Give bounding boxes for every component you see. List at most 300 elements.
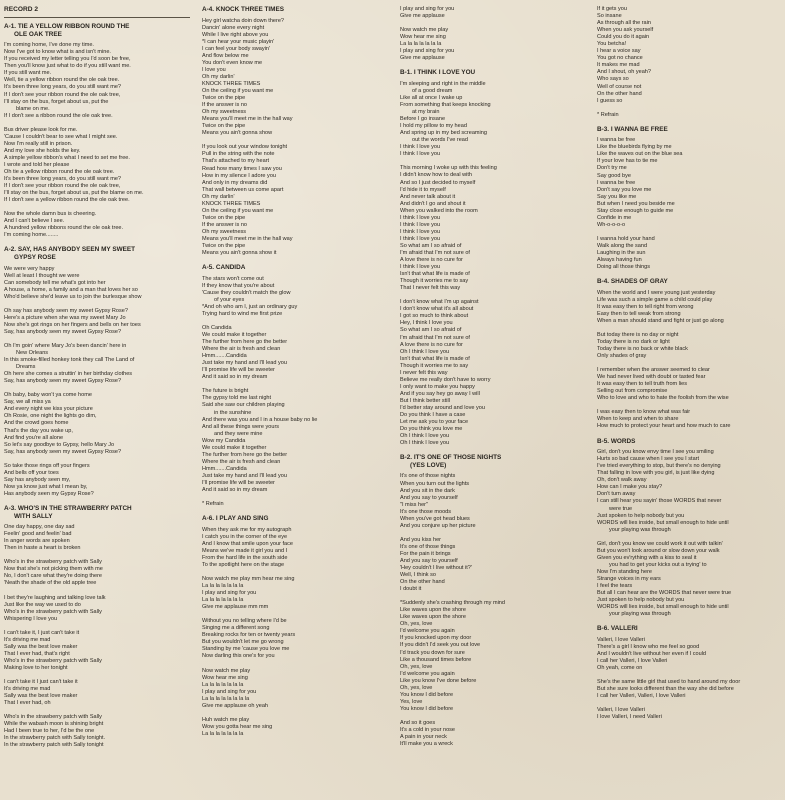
lyric-line: I catch you in the corner of the eye xyxy=(202,533,288,540)
lyric-line: If I don't see your ribbon round the ole oak tree, xyxy=(4,183,121,190)
lyric-line: Wow hear me sing xyxy=(202,674,248,681)
lyric-stanza xyxy=(400,81,586,159)
lyric-line: If you still want me. xyxy=(4,70,52,77)
lyric-line: We could make it together xyxy=(202,332,267,339)
lyric-line: I remember when the answer seemed to clear xyxy=(597,367,710,374)
lyric-line: Today there is no back or white black xyxy=(597,346,688,353)
lyric-line: Oh Candida xyxy=(202,325,232,332)
lyric-line: When you ask yourself xyxy=(597,27,654,34)
lyric-line: If the answer is no xyxy=(202,221,248,228)
song-title-line: (YES LOVE) xyxy=(410,461,447,469)
lyric-line: Oh I think I love you xyxy=(400,440,450,447)
lyric-line: I bet they're laughing and talking love talk xyxy=(4,594,106,601)
lyric-line: I call her Valleri, I love Valleri xyxy=(597,657,668,664)
lyric-line: Oh, yes, love xyxy=(400,663,433,670)
lyric-line: * Refrain xyxy=(202,501,224,508)
lyric-line: Huh watch me play xyxy=(202,716,250,723)
lyric-line: Pull in the string with the note xyxy=(202,151,275,158)
lyric-line: I guess so xyxy=(597,97,623,104)
lyric-line: So insane xyxy=(597,13,622,20)
lyric-line: Now ya know just what I mean by, xyxy=(4,483,88,490)
lyric-stanza xyxy=(4,595,190,623)
song-title-line: WITH SALLY xyxy=(14,512,53,520)
lyric-line: And you sit in the dark xyxy=(400,487,455,494)
lyric-line: You know I did before xyxy=(400,691,454,698)
lyric-line: 'Cause they couldn't match the glow xyxy=(202,289,291,296)
lyric-line: WORDS will lies inside, but small enough to hide until xyxy=(597,519,729,526)
lyric-line: When a man should stand and fight or just go along xyxy=(597,317,724,324)
lyric-line: Give me applause xyxy=(400,55,445,62)
lyric-stanza xyxy=(202,18,388,138)
song-title-line: A-2. SAY, HAS ANYBODY SEEN MY SWEET xyxy=(4,246,136,254)
lyric-line: Oh say has anybody seen my sweet Gypsy Rose? xyxy=(4,307,128,314)
lyric-line: "I miss her" xyxy=(400,501,428,508)
lyric-stanza xyxy=(400,27,586,62)
song-title-line: A-4. KNOCK THREE TIMES xyxy=(202,6,285,13)
lyric-line: Say you like me xyxy=(597,193,637,200)
lyric-line: Like waves upon the shore xyxy=(400,614,466,621)
lyric-line: A pain in your neck xyxy=(400,734,447,741)
lyric-line: I love Valleri, I need Valleri xyxy=(597,714,662,721)
lyric-line: Now darling this one's for you xyxy=(202,653,275,660)
lyric-line: Now the whole damn bus is cheering. xyxy=(4,211,97,218)
lyric-stanza xyxy=(400,299,586,447)
lyric-line: How can I make you stay? xyxy=(597,484,663,491)
song-block xyxy=(4,23,190,239)
lyric-line: Only shades of gray xyxy=(597,353,647,360)
lyric-line: in the sunshine xyxy=(214,409,252,416)
lyric-line: I think I love you xyxy=(400,144,441,151)
lyric-line: I can still hear you sayin' those WORDS that never xyxy=(597,498,722,505)
lyric-line: I think I love you xyxy=(400,235,441,242)
lyric-line: Easy then to tell weak from strong xyxy=(597,310,681,317)
lyric-line: But all I can hear are the WORDS that never were true xyxy=(597,590,732,597)
lyric-line: On the ceiling if you want me xyxy=(202,207,274,214)
lyric-line: You betcha! xyxy=(597,41,627,48)
lyric-line: Said she saw our children playing xyxy=(202,402,285,409)
song-block xyxy=(202,264,388,508)
lyric-line: From something that keeps knocking xyxy=(400,102,491,109)
lyric-line: And bells off your toes xyxy=(4,469,59,476)
song-block xyxy=(4,505,190,749)
lyric-line: I think I love you xyxy=(400,151,441,158)
lyric-line: I'm sleeping and right in the middle xyxy=(400,80,486,87)
lyric-line: When to keep and when to share xyxy=(597,416,679,423)
song-title-line: GYPSY ROSE xyxy=(14,254,56,261)
lyric-line: A simple yellow ribbon's what I need to set me free. xyxy=(4,154,130,161)
lyric-line: blame on me. xyxy=(16,105,50,112)
lyric-line: *Suddenly she's crashing through my mind xyxy=(400,600,505,607)
lyric-line: *I can hear your music playin' xyxy=(202,38,275,45)
lyric-line: Oh, don't walk away xyxy=(597,477,647,484)
song-title-line: B-5. WORDS xyxy=(597,437,636,445)
lyric-line: I wanna be free xyxy=(597,137,636,144)
lyric-line: Just take my hand and I'll lead you xyxy=(202,360,287,367)
lyric-line: But when I need you beside me xyxy=(597,200,675,207)
lyric-line: *And oh who am I, just an ordinary guy xyxy=(202,303,298,310)
lyric-line: Oh here she comes a struttin' in her birthday clothes xyxy=(4,371,133,378)
lyric-line: 'Hey couldn't I live without it?' xyxy=(400,565,472,572)
lyric-line: I call her Valleri, Valleri, I love Valleri xyxy=(597,693,686,700)
lyric-line: Now I'm standing here xyxy=(597,568,653,575)
lyric-line: And only in my dreams did xyxy=(202,179,268,186)
lyric-line: I'm coming home........ xyxy=(4,232,59,239)
lyric-line: Today there is no dark or light xyxy=(597,339,670,346)
lyric-line: I can feel your body swayin' xyxy=(202,45,270,52)
lyric-stanza xyxy=(597,6,783,105)
lyric-line: Wow you gotta hear me sing xyxy=(202,723,273,730)
lyric-stanza xyxy=(597,637,783,672)
lyric-stanza xyxy=(4,559,190,587)
lyric-line: I never felt this way xyxy=(400,369,448,376)
lyric-line: I'll stay on the bus, forget about us, put the xyxy=(4,98,109,105)
lyric-line: And so I just decided to myself xyxy=(400,179,476,186)
lyric-line: Selling out from compromise xyxy=(597,388,668,395)
song-title-line: A-1. TIE A YELLOW RIBBON ROUND THE xyxy=(4,23,130,30)
lyric-line: of a good dream xyxy=(412,87,453,94)
lyric-line: La la la la la la la xyxy=(400,41,442,48)
lyric-line: I play and sing for you xyxy=(400,48,455,55)
lyric-line: Who's in the strawberry patch with Sally xyxy=(4,657,102,664)
lyric-line: 'Neath the shade of the old apple tree xyxy=(4,580,97,587)
lyric-line: I think I love you xyxy=(400,228,441,235)
lyric-line: Like a thousand times before xyxy=(400,656,472,663)
song-title-line: B-6. VALLERI xyxy=(597,625,638,633)
lyric-line: Then you'll know just what to do if you still want me. xyxy=(4,63,131,70)
lyric-line: So take those rings off your fingers xyxy=(4,462,90,469)
lyric-line: But you wouldn't let me go wrong xyxy=(202,639,284,646)
lyric-line: She's the same little girl that used to hand around my door xyxy=(597,679,741,686)
song-title-line: OLE OAK TREE xyxy=(14,30,62,38)
lyric-line: La la la la la la la xyxy=(202,681,244,688)
song-title xyxy=(202,515,388,523)
lyric-stanza xyxy=(4,679,190,707)
lyric-stanza xyxy=(202,276,388,318)
lyric-stanza xyxy=(400,600,586,713)
song-title-line: A-6. I PLAY AND SING xyxy=(202,515,269,523)
lyric-line: If you received my letter telling you I'd soon be free, xyxy=(4,56,131,63)
lyric-line: Who's in the strawberry patch with Sally xyxy=(4,714,102,721)
lyric-line: From the hard life in the south side xyxy=(202,554,288,561)
lyric-stanza xyxy=(4,343,190,385)
lyric-line: I'd hide it to myself xyxy=(400,186,446,193)
lyric-line: Wh-o-o-o-o xyxy=(597,221,626,228)
lyric-stanza xyxy=(597,679,783,700)
lyric-line: Though it worries me to say xyxy=(400,278,469,285)
lyric-line: So what am I so afraid of xyxy=(400,327,462,334)
lyric-line: Oh my sweetness xyxy=(202,109,247,116)
lyric-line: And all these things were yours xyxy=(202,423,280,430)
lyric-line: Well at least I thought we were xyxy=(4,272,80,279)
lyric-line: Isn't that what life is made of xyxy=(400,271,470,278)
lyric-line: Like the waves out on the blue sea xyxy=(597,151,683,158)
lyric-line: Strange voices in my ears xyxy=(597,575,661,582)
lyric-line: That's attached to my heart xyxy=(202,158,270,165)
lyric-stanza xyxy=(4,266,190,301)
lyric-line: We could make it together xyxy=(202,444,267,451)
lyric-line: Trying hard to wind me first prize xyxy=(202,310,283,317)
lyric-line: Always having fun xyxy=(597,257,642,264)
lyric-line: You know I did before xyxy=(400,705,454,712)
lyric-line: In anger words are spoken xyxy=(4,538,70,545)
lyric-line: Oh tie a yellow ribbon round the ole oak tree. xyxy=(4,168,115,175)
lyric-line: You don't even know me xyxy=(202,59,263,66)
lyric-stanza xyxy=(400,6,586,20)
lyric-line: Stay close enough to guide me xyxy=(597,207,674,214)
song-title-line: B-3. I WANNA BE FREE xyxy=(597,125,668,133)
lyric-line: Now watch me play xyxy=(400,27,449,34)
lyric-line: Laughing in the sun xyxy=(597,250,646,256)
lyric-line: For the pain it brings xyxy=(400,550,451,557)
lyric-line: Valleri, I love Valleri xyxy=(597,636,645,643)
lyric-line: We had never lived with doubt or tasted fear xyxy=(597,374,706,381)
song-title xyxy=(202,6,388,14)
lyric-line: It's been three long years, do you still want me? xyxy=(4,84,121,91)
lyric-line: Here's a picture when she was my sweet Mary Jo xyxy=(4,314,126,321)
lyric-line: I didn't know how to deal with xyxy=(400,172,472,179)
lyric-line: Dancin' alone every night xyxy=(202,24,265,31)
lyric-line: Do you think I have a case xyxy=(400,412,466,419)
lyric-stanza xyxy=(202,576,388,611)
lyric-line: Hey girl watcha doin down there? xyxy=(202,17,285,24)
lyric-line: Hmm.......Candida xyxy=(202,353,247,360)
lyric-line: Life was such a simple game a child could play xyxy=(597,296,713,303)
lyric-line: It's been three long years, do you still want me? xyxy=(4,176,121,183)
lyric-line: La la la la la la la xyxy=(202,730,244,737)
lyric-stanza xyxy=(4,127,190,205)
lyric-line: If I don't see a yellow ribbon round the ole oak tree. xyxy=(4,197,130,204)
lyric-stanza xyxy=(4,42,190,120)
song-block xyxy=(597,126,783,271)
column-3 xyxy=(400,6,586,755)
lyric-stanza xyxy=(4,463,190,498)
lyric-line: Whispering I love you xyxy=(4,615,58,622)
lyric-line: Say has anybody seen my, xyxy=(4,476,71,483)
lyric-line: Say, has anybody seen my sweet Gypsy Rose? xyxy=(4,328,122,335)
lyric-line: I'll promise life will be sweeter xyxy=(202,367,275,374)
lyric-line: I can't take it, I just can't take it xyxy=(4,629,80,636)
lyric-line: A hundred yellow ribbons round the ole oak tree. xyxy=(4,225,124,232)
lyric-line: Say, we all miss ya xyxy=(4,399,51,406)
lyric-line: Oh yeah, come on xyxy=(597,664,643,671)
lyric-stanza xyxy=(597,449,783,534)
lyric-line: On the other hand xyxy=(400,579,445,586)
lyric-line: Making love to her tonight xyxy=(4,664,68,671)
lyric-line: If you look out your window tonight xyxy=(202,144,288,151)
lyric-stanza xyxy=(4,308,190,336)
lyric-line: at my brain xyxy=(412,109,440,116)
song-title-line: B-4. SHADES OF GRAY xyxy=(597,278,668,286)
lyric-line: Just take my hand and I'll lead you xyxy=(202,472,287,479)
lyric-line: I'm afraid that I'm not sure of xyxy=(400,250,470,256)
lyric-stanza xyxy=(4,524,190,552)
lyric-line: Just spoken to help nobody but you xyxy=(597,512,685,519)
lyric-line: Do you think you love me xyxy=(400,426,463,433)
song-title xyxy=(597,126,783,134)
lyric-line: Means you'll meet me in the hall way xyxy=(202,116,293,123)
song-title xyxy=(597,438,783,446)
lyric-stanza xyxy=(597,367,783,402)
lyric-line: While I live right above you xyxy=(202,31,269,38)
lyric-line: The gypsy told me last night xyxy=(202,395,272,402)
lyric-stanza xyxy=(400,537,586,593)
lyric-line: I'd welcome you again xyxy=(400,670,455,677)
lyric-line: I'd welcome you again xyxy=(400,628,455,635)
lyric-line: It's driving me mad xyxy=(4,686,51,693)
lyric-stanza xyxy=(597,236,783,271)
lyric-line: If the answer is no xyxy=(202,102,248,109)
lyric-line: Well, I think so xyxy=(400,572,436,579)
lyric-line: Say, has anybody seen my sweet Gypsy Rose? xyxy=(4,448,122,455)
lyric-line: We were very happy xyxy=(4,265,55,272)
song-title xyxy=(400,69,586,77)
lyric-line: Twice on the pipe xyxy=(202,243,246,250)
lyric-line: Oh my darlin' xyxy=(202,193,235,200)
lyric-line: Can somebody tell me what's got into her xyxy=(4,279,106,286)
lyric-line: Who's in the strawberry patch with Sally xyxy=(4,608,102,615)
song-title-line: A-5. CANDIDA xyxy=(202,264,246,272)
lyric-stanza xyxy=(202,527,388,569)
lyric-line: If I don't see your ribbon round the ole oak tree, xyxy=(4,91,121,98)
lyric-line: When you've got head blues xyxy=(400,515,470,522)
lyric-stanza xyxy=(202,144,388,257)
lyric-line: When they ask me for my autograph xyxy=(202,526,292,533)
lyric-line: In the strawberry patch with Sally tonight. xyxy=(4,735,106,742)
song-title xyxy=(202,264,388,272)
lyric-line: When you turn out the lights xyxy=(400,480,470,487)
lyric-line: And there was you and I in a house baby no lie xyxy=(202,416,318,423)
lyric-line: La la la la la la la xyxy=(202,597,244,604)
lyric-line: Had I been true to her, I'd be the one xyxy=(4,728,95,735)
lyric-line: I hear a voice say xyxy=(597,48,641,55)
lyric-line: I hold my pillow to my head xyxy=(400,123,467,130)
lyric-line: Like all at once I wake up xyxy=(400,95,463,102)
lyric-line: The future is bright xyxy=(202,388,249,395)
lyric-line: And if you say hey go away I will xyxy=(400,390,480,397)
lyric-line: Has anybody seen my Gypsy Rose? xyxy=(4,490,94,497)
song-block xyxy=(400,454,586,748)
lyric-line: Now watch me play mm hear me sing xyxy=(202,576,295,583)
lyric-stanza xyxy=(597,290,783,325)
lyric-stanza xyxy=(400,720,586,748)
lyric-stanza xyxy=(4,211,190,239)
lyric-line: A love there is no cure for xyxy=(400,341,463,348)
lyric-line: And you say to yourself xyxy=(400,494,458,501)
lyric-line: * Refrain xyxy=(597,111,619,118)
song-title-line: A-3. WHO'S IN THE STRAWBERRY PATCH xyxy=(4,504,132,512)
lyric-line: 'Cause I couldn't bear to see what I might see. xyxy=(4,133,118,140)
lyric-line: WORDS will lies inside, but small enough to hide until xyxy=(597,604,729,611)
lyric-line: Now she's got rings on her fingers and bells on her toes xyxy=(4,321,141,328)
lyric-line: Now I've got to know what is and isn't mine. xyxy=(4,49,111,56)
lyric-line: The further from here go the better xyxy=(202,339,288,346)
lyric-line: Hey, I think I love you xyxy=(400,320,453,327)
song-block xyxy=(202,515,388,738)
lyric-line: Breaking rocks for ten or twenty years xyxy=(202,632,296,639)
lyric-line: and they were mine xyxy=(214,430,263,437)
lyric-line: I got so much to think about xyxy=(400,313,469,320)
lyric-stanza xyxy=(202,618,388,660)
song-block xyxy=(597,278,783,430)
lyric-line: Like waves upon the shore xyxy=(400,607,466,614)
lyric-line: out the words I've read xyxy=(412,137,468,144)
lyric-line: I'm afraid that I'm not sure of xyxy=(400,334,470,341)
lyric-line: Though it worries me to say xyxy=(400,362,469,369)
lyric-line: Oh baby, baby won't ya come home xyxy=(4,392,92,399)
record-header: RECORD 2 xyxy=(4,6,39,13)
lyric-line: Give me applause mm mm xyxy=(202,604,269,611)
lyric-line: I'd track you down for sure xyxy=(400,649,465,656)
song-title xyxy=(597,278,783,286)
lyric-line: Don't say you love me xyxy=(597,186,652,193)
lyric-line: Confide in me xyxy=(597,214,632,221)
song-title-line: B-1. I THINK I LOVE YOU xyxy=(400,69,476,77)
lyric-line: In the strawberry patch with Sally tonight xyxy=(4,742,104,749)
lyric-line: And flow below me xyxy=(202,52,249,59)
lyric-line: I think I love you xyxy=(400,214,441,221)
lyric-line: It was easy then to tell right from wrong xyxy=(597,303,694,310)
lyric-line: So let's say goodbye to Gypsy, hello Mary Jo xyxy=(4,441,115,448)
lyric-line: Oh my sweetness xyxy=(202,228,247,235)
lyric-line: Believe me really don't have to worry xyxy=(400,376,491,383)
lyric-line: I think I love you xyxy=(400,221,441,228)
lyric-line: When you walked into the room xyxy=(400,207,478,214)
lyric-line: Could you do it again xyxy=(597,34,650,41)
song-block xyxy=(597,625,783,721)
lyric-line: And it said so in my dream xyxy=(202,374,268,381)
lyric-line: your playing was through xyxy=(609,611,671,618)
lyric-line: It's driving me mad xyxy=(4,636,51,643)
lyric-line: Now that she's not picking them with me xyxy=(4,566,103,573)
lyric-line: On the ceiling if you want me xyxy=(202,88,274,95)
lyric-line: Oh my darlin' xyxy=(202,73,235,80)
lyric-stanza xyxy=(597,332,783,360)
lyric-line: Sally was the best love maker xyxy=(4,693,78,700)
lyric-line: Who says so xyxy=(597,76,629,83)
lyric-line: Oh, yes, love xyxy=(400,684,433,691)
song-title-line: B-2. IT'S ONE OF THOSE NIGHTS xyxy=(400,454,502,462)
lyric-line: You got no chance xyxy=(597,55,643,62)
lyric-line: Yes, love xyxy=(400,698,423,705)
lyric-line: And you say to yourself xyxy=(400,557,458,564)
lyric-line: I play and sing for you xyxy=(202,590,257,597)
lyric-line: I wanna hold your hand xyxy=(597,235,655,242)
lyric-line: Oh I think I love you xyxy=(400,348,450,355)
lyric-line: I wrote and told her please xyxy=(4,161,70,168)
lyric-line: I feel the tears xyxy=(597,582,633,589)
lyric-line: I doubt it xyxy=(400,586,422,593)
lyric-stanza xyxy=(4,392,190,455)
song-title xyxy=(597,625,783,633)
lyric-line: I don't know what I'm up against xyxy=(400,299,479,306)
lyric-line: Wow hear me sing xyxy=(400,34,446,41)
lyric-line: In this smoke-filled honkey tonk they call The Land of xyxy=(4,357,135,364)
song-title xyxy=(4,246,190,261)
song-block xyxy=(202,6,388,257)
lyric-line: Like the bluebirds flying by me xyxy=(597,144,672,151)
song-block xyxy=(400,69,586,447)
lyric-line: Then in haste a heart is broken xyxy=(4,545,81,552)
lyric-line: And never talk about it xyxy=(400,193,456,200)
lyric-line: That I never felt this way xyxy=(400,285,461,292)
lyric-line: And didn't I go and shout it xyxy=(400,200,466,207)
lyric-line: I'll stay on the bus, forget about us, put the blame on me. xyxy=(4,190,144,197)
lyric-line: If your love has to tie me xyxy=(597,158,658,165)
lyric-line: Give me applause xyxy=(400,13,445,20)
lyric-line: I wanna be free xyxy=(597,179,636,186)
lyric-line: Singing me a different song xyxy=(202,625,270,632)
lyric-line: Bus driver please look for me. xyxy=(4,126,78,133)
